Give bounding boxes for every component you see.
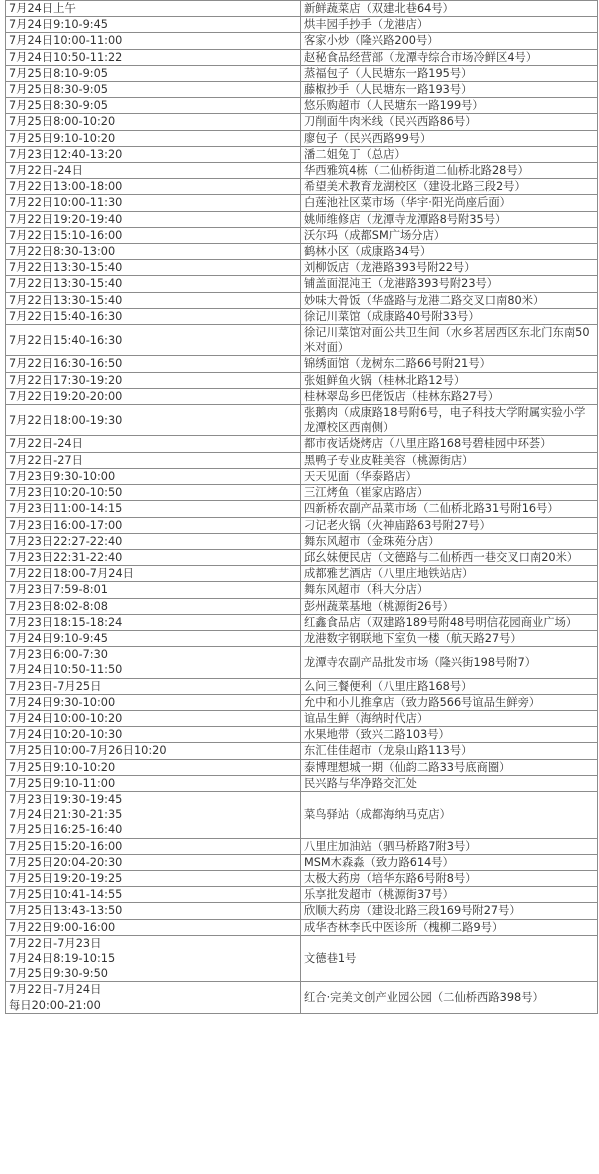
- time-cell: 7月22日-24日: [6, 436, 301, 452]
- time-cell: 7月22日19:20-20:00: [6, 388, 301, 404]
- time-cell: 7月24日10:00-10:20: [6, 710, 301, 726]
- table-row: [6, 405, 598, 436]
- place-cell: 刘柳饭店（龙港路393号附22号）: [301, 260, 598, 276]
- place-cell: MSM木森淼（致力路614号）: [301, 854, 598, 870]
- table-row: [6, 276, 598, 292]
- time-cell: 7月22日16:30-16:50: [6, 356, 301, 372]
- place-cell: 水果地带（致兴二路103号）: [301, 727, 598, 743]
- place-cell: 客家小炒（隆兴路200号）: [301, 33, 598, 49]
- table-row: [6, 452, 598, 468]
- time-cell: 7月25日13:43-13:50: [6, 903, 301, 919]
- time-cell: 7月23日12:40-13:20: [6, 146, 301, 162]
- time-cell: 7月22日13:30-15:40: [6, 292, 301, 308]
- place-cell: 新鲜蔬菜店（双建北巷64号）: [301, 1, 598, 17]
- table-row: [6, 598, 598, 614]
- table-row: [6, 436, 598, 452]
- place-cell: 悠乐购超市（人民塘东一路199号）: [301, 98, 598, 114]
- time-cell: 7月22日13:30-15:40: [6, 260, 301, 276]
- place-cell: 泰博理想城一期（仙韵二路33号底商圈）: [301, 759, 598, 775]
- place-cell: 姚师维修店（龙潭寺龙潭路8号附35号）: [301, 211, 598, 227]
- place-cell: 文德巷1号: [301, 935, 598, 982]
- table-row: [6, 1, 598, 17]
- place-cell: 太极大药房（培华东路6号附8号）: [301, 870, 598, 886]
- place-cell: 允中和小儿推拿店（致力路566号谊品生鲜旁）: [301, 694, 598, 710]
- table-row: [6, 759, 598, 775]
- table-row: [6, 244, 598, 260]
- table-row: [6, 775, 598, 791]
- table-row: [6, 727, 598, 743]
- table-row: [6, 292, 598, 308]
- table-row: [6, 710, 598, 726]
- table-row: [6, 388, 598, 404]
- place-cell: 菜鸟驿站（成都海纳马克店）: [301, 791, 598, 838]
- table-row: [6, 17, 598, 33]
- place-cell: 黑鸭子专业皮鞋美容（桃源街店）: [301, 452, 598, 468]
- time-cell: 7月23日8:02-8:08: [6, 598, 301, 614]
- time-cell: 7月22日9:00-16:00: [6, 919, 301, 935]
- place-cell: 白莲池社区菜市场（华宇·阳光尚座后面）: [301, 195, 598, 211]
- table-row: [6, 854, 598, 870]
- place-cell: 沃尔玛（成都SM广场分店）: [301, 227, 598, 243]
- time-cell: 7月23日16:00-17:00: [6, 517, 301, 533]
- place-cell: 红鑫食品店（双建路189号附48号明信花园商业广场）: [301, 614, 598, 630]
- place-cell: 舞东风超市（金珠苑分店）: [301, 533, 598, 549]
- time-cell: 7月23日6:00-7:30 7月24日10:50-11:50: [6, 647, 301, 678]
- time-cell: 7月22日19:20-19:40: [6, 211, 301, 227]
- time-cell: 7月23日11:00-14:15: [6, 501, 301, 517]
- table-row: [6, 919, 598, 935]
- time-cell: 7月23日19:30-19:45 7月24日21:30-21:35 7月25日16:25-16:40: [6, 791, 301, 838]
- place-cell: 东汇佳佳超市（龙泉山路113号）: [301, 743, 598, 759]
- place-cell: 彭州蔬菜基地（桃源街26号）: [301, 598, 598, 614]
- time-cell: 7月24日9:10-9:45: [6, 17, 301, 33]
- time-cell: 7月23日22:31-22:40: [6, 549, 301, 565]
- place-cell: 华西雅筑4栋（二仙桥街道二仙桥北路28号）: [301, 163, 598, 179]
- place-cell: 都市夜话烧烤店（八里庄路168号碧桂园中环荟）: [301, 436, 598, 452]
- table-row: [6, 501, 598, 517]
- table-row: [6, 935, 598, 982]
- time-cell: 7月22日15:40-16:30: [6, 308, 301, 324]
- table-row: [6, 49, 598, 65]
- place-cell: 藤椒抄手（人民塘东一路193号）: [301, 82, 598, 98]
- table-row: [6, 743, 598, 759]
- time-cell: 7月25日8:30-9:05: [6, 98, 301, 114]
- table-row: [6, 485, 598, 501]
- table-row: [6, 98, 598, 114]
- time-cell: 7月24日9:10-9:45: [6, 630, 301, 646]
- table-row: [6, 146, 598, 162]
- time-cell: 7月23日7:59-8:01: [6, 582, 301, 598]
- place-cell: 红合·完美文创产业园公园（二仙桥西路398号）: [301, 982, 598, 1013]
- time-cell: 7月25日10:41-14:55: [6, 887, 301, 903]
- place-cell: 四新桥农副产品菜市场（二仙桥北路31号附16号）: [301, 501, 598, 517]
- place-cell: 徐记川菜馆对面公共卫生间（水乡茗居西区东北门东南50米对面）: [301, 325, 598, 356]
- place-cell: 潘二姐兔丁（总店）: [301, 146, 598, 162]
- time-cell: 7月23日9:30-10:00: [6, 468, 301, 484]
- table-row: [6, 791, 598, 838]
- place-cell: 希望美术教育龙湖校区（建设北路三段2号）: [301, 179, 598, 195]
- time-cell: 7月25日10:00-7月26日10:20: [6, 743, 301, 759]
- time-cell: 7月22日8:30-13:00: [6, 244, 301, 260]
- time-cell: 7月23日-7月25日: [6, 678, 301, 694]
- table-row: [6, 678, 598, 694]
- time-cell: 7月22日-7月24日 每日20:00-21:00: [6, 982, 301, 1013]
- place-cell: 天天见面（华泰路店）: [301, 468, 598, 484]
- time-cell: 7月22日10:00-11:30: [6, 195, 301, 211]
- table-row: [6, 82, 598, 98]
- table-row: [6, 179, 598, 195]
- time-cell: 7月25日8:30-9:05: [6, 82, 301, 98]
- time-cell: 7月24日上午: [6, 1, 301, 17]
- time-cell: 7月24日10:20-10:30: [6, 727, 301, 743]
- place-cell: 么问三餐便利（八里庄路168号）: [301, 678, 598, 694]
- table-row: [6, 308, 598, 324]
- time-cell: 7月22日18:00-7月24日: [6, 566, 301, 582]
- table-row: [6, 870, 598, 886]
- place-cell: 鹤林小区（成康路34号）: [301, 244, 598, 260]
- time-cell: 7月22日15:10-16:00: [6, 227, 301, 243]
- time-cell: 7月24日9:30-10:00: [6, 694, 301, 710]
- place-cell: 乐享批发超市（桃源街37号）: [301, 887, 598, 903]
- time-cell: 7月25日8:10-9:05: [6, 65, 301, 81]
- table-row: [6, 325, 598, 356]
- place-cell: 民兴路与华净路交汇处: [301, 775, 598, 791]
- place-cell: 锦绣面馆（龙树东二路66号附21号）: [301, 356, 598, 372]
- time-cell: 7月22日-24日: [6, 163, 301, 179]
- table-row: [6, 647, 598, 678]
- table-row: [6, 517, 598, 533]
- place-cell: 刁记老火锅（火神庙路63号附27号）: [301, 517, 598, 533]
- place-cell: 妙味大骨饭（华盛路与龙港二路交叉口南80米）: [301, 292, 598, 308]
- table-row: [6, 582, 598, 598]
- time-cell: 7月22日-27日: [6, 452, 301, 468]
- place-cell: 三江烤鱼（崔家店路店）: [301, 485, 598, 501]
- table-row: [6, 630, 598, 646]
- time-cell: 7月22日17:30-19:20: [6, 372, 301, 388]
- table-body: [6, 1, 598, 1014]
- place-cell: 谊品生鲜（海纳时代店）: [301, 710, 598, 726]
- place-cell: 徐记川菜馆（成康路40号附33号）: [301, 308, 598, 324]
- time-cell: 7月25日9:10-10:20: [6, 130, 301, 146]
- place-cell: 张姐鲜鱼火锅（桂林北路12号）: [301, 372, 598, 388]
- table-row: [6, 903, 598, 919]
- time-cell: 7月24日10:00-11:00: [6, 33, 301, 49]
- table-row: [6, 468, 598, 484]
- table-row: [6, 356, 598, 372]
- time-cell: 7月25日15:20-16:00: [6, 838, 301, 854]
- table-row: [6, 130, 598, 146]
- time-cell: 7月22日18:00-19:30: [6, 405, 301, 436]
- time-cell: 7月23日22:27-22:40: [6, 533, 301, 549]
- place-cell: 成都雅艺酒店（八里庄地铁站店）: [301, 566, 598, 582]
- place-cell: 烘丰园手抄手（龙港店）: [301, 17, 598, 33]
- place-cell: 赵秘食品经营部（龙潭寺综合市场冷鲜区4号）: [301, 49, 598, 65]
- place-cell: 欣顺大药房（建设北路三段169号附27号）: [301, 903, 598, 919]
- table-row: [6, 614, 598, 630]
- place-cell: 八里庄加油站（驷马桥路7附3号）: [301, 838, 598, 854]
- table-row: [6, 227, 598, 243]
- table-row: [6, 372, 598, 388]
- time-cell: 7月22日13:00-18:00: [6, 179, 301, 195]
- table-row: [6, 887, 598, 903]
- table-row: [6, 566, 598, 582]
- table-row: [6, 260, 598, 276]
- place-cell: 邱幺妹便民店（文德路与二仙桥西一巷交叉口南20米）: [301, 549, 598, 565]
- location-schedule-table: [5, 0, 598, 1014]
- table-row: [6, 838, 598, 854]
- table-row: [6, 982, 598, 1013]
- place-cell: 张鹅肉（成康路18号附6号，电子科技大学附属实验小学龙潭校区西南侧）: [301, 405, 598, 436]
- table-row: [6, 195, 598, 211]
- time-cell: 7月25日20:04-20:30: [6, 854, 301, 870]
- time-cell: 7月22日-7月23日 7月24日8:19-10:15 7月25日9:30-9:50: [6, 935, 301, 982]
- place-cell: 蒸福包子（人民塘东一路195号）: [301, 65, 598, 81]
- place-cell: 舞东风超市（科大分店）: [301, 582, 598, 598]
- place-cell: 刀削面牛肉米线（民兴西路86号）: [301, 114, 598, 130]
- time-cell: 7月22日15:40-16:30: [6, 325, 301, 356]
- time-cell: 7月22日13:30-15:40: [6, 276, 301, 292]
- place-cell: 龙港数字钢联地下室负一楼（航天路27号）: [301, 630, 598, 646]
- table-row: [6, 33, 598, 49]
- time-cell: 7月23日18:15-18:24: [6, 614, 301, 630]
- place-cell: 龙潭寺农副产品批发市场（隆兴街198号附7）: [301, 647, 598, 678]
- table-row: [6, 114, 598, 130]
- table-row: [6, 211, 598, 227]
- time-cell: 7月24日10:50-11:22: [6, 49, 301, 65]
- table-row: [6, 65, 598, 81]
- place-cell: 廖包子（民兴西路99号）: [301, 130, 598, 146]
- place-cell: 桂林翠岛乡巴佬饭店（桂林东路27号）: [301, 388, 598, 404]
- time-cell: 7月25日9:10-11:00: [6, 775, 301, 791]
- time-cell: 7月25日8:00-10:20: [6, 114, 301, 130]
- time-cell: 7月25日19:20-19:25: [6, 870, 301, 886]
- table-row: [6, 163, 598, 179]
- time-cell: 7月25日9:10-10:20: [6, 759, 301, 775]
- place-cell: 铺盖面混沌王（龙港路393号附23号）: [301, 276, 598, 292]
- place-cell: 成华杏林李氏中医诊所（槐柳二路9号）: [301, 919, 598, 935]
- table-row: [6, 694, 598, 710]
- table-row: [6, 549, 598, 565]
- time-cell: 7月23日10:20-10:50: [6, 485, 301, 501]
- table-row: [6, 533, 598, 549]
